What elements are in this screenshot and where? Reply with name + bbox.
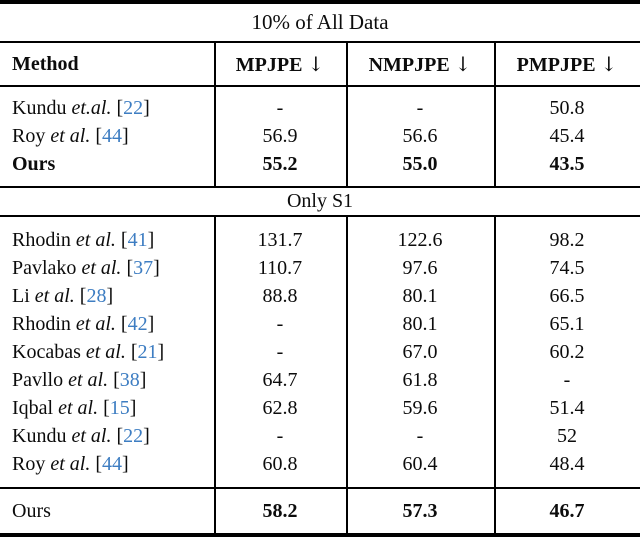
citation-number: 42 [127,313,148,335]
down-arrow-icon: ↓ [600,51,618,76]
citation-link[interactable] [80,285,113,307]
bracket-close: ] [143,97,150,119]
column-label: MPJPE [235,53,303,76]
value-cell: 50.8 [549,97,585,119]
value-cell: 61.8 [402,369,438,391]
value-cell: 52 [557,425,577,447]
citation-link[interactable] [131,341,164,363]
citation-link[interactable] [126,257,159,279]
bracket-open: [ [113,369,120,391]
bracket-close: ] [139,369,147,391]
etal-text: et al. [85,341,126,363]
bracket-open: [ [103,397,110,419]
section-only-s1-rows [0,217,640,487]
table-row [0,450,640,478]
table-row [0,310,640,338]
value-cell: 46.7 [549,500,585,522]
value-cell: 60.8 [262,453,298,475]
column-divider [214,87,216,186]
method-cell [0,366,214,394]
citation-link[interactable] [121,229,154,251]
value-cell: 110.7 [257,257,303,279]
table-row [0,489,640,533]
citation-link[interactable] [95,453,128,475]
value-cell: 80.1 [402,313,438,335]
citation-link[interactable] [121,313,154,335]
value-cell: - [276,425,284,447]
author-name: Ours [12,500,51,522]
method-cell [0,122,214,150]
method-cell [0,282,214,310]
value-cell: 56.6 [402,125,438,147]
bracket-close: ] [147,229,155,251]
mpjpe-column-header [214,43,346,86]
bracket-close: ] [106,285,114,307]
method-cell [0,422,214,450]
citation-link[interactable] [116,425,149,447]
author-name: Li [12,285,30,307]
bracket-open: [ [126,257,134,279]
section-10pct-rows [0,87,640,186]
bracket-open: [ [79,285,87,307]
citation-link[interactable] [113,369,146,391]
bracket-open: [ [116,97,124,119]
value-cell: - [416,97,424,119]
bracket-close: ] [122,125,129,147]
table-rule-bottom [0,533,640,537]
method-cell [0,226,214,254]
author-name: Iqbal [12,397,54,419]
author-name: Kundu [12,97,67,119]
value-cell: - [276,97,284,119]
value-cell: 56.9 [262,125,298,147]
etal-text: et al. [75,313,116,335]
method-cell [0,489,214,533]
citation-link[interactable] [116,97,149,119]
value-cell: 58.2 [262,500,298,522]
author-name: Kundu [12,425,67,447]
bracket-open: [ [120,229,128,251]
author-name: Roy [12,125,46,147]
value-cell: - [563,369,571,391]
citation-link[interactable] [95,125,128,147]
value-cell: 60.2 [549,341,585,363]
section-title: 10% of All Data [251,10,389,34]
etal-text: et al. [68,369,109,391]
value-cell: 51.4 [549,397,585,419]
method-cell [0,338,214,366]
citation-number: 15 [109,397,130,419]
section-title: Only S1 [286,190,354,212]
column-label: PMPJPE [516,53,596,76]
value-cell: 122.6 [397,229,443,251]
value-cell: 80.1 [402,285,438,307]
value-cell: 131.7 [257,229,303,251]
down-arrow-icon: ↓ [307,51,325,76]
table-row [0,282,640,310]
value-cell: 66.5 [549,285,585,307]
method-cell [0,150,214,178]
table-row [0,254,640,282]
value-cell: 57.3 [402,500,438,522]
author-name: Rhodin [12,229,71,251]
bracket-close: ] [153,257,160,279]
author-name: Pavlako [12,257,77,279]
author-name: Roy [12,453,46,475]
column-divider [346,87,348,186]
table-row [0,422,640,450]
etal-text: et al. [58,397,99,419]
column-divider [214,489,216,533]
table-row [0,150,640,178]
column-header-row [0,43,640,85]
bracket-close: ] [129,397,137,419]
etal-text: et.al. [71,97,112,119]
column-divider [494,87,496,186]
citation-number: 44 [102,453,123,475]
column-divider [346,489,348,533]
citation-link[interactable] [103,397,136,419]
method-cell [0,450,214,478]
bracket-close: ] [143,425,150,447]
etal-text: et al. [50,453,91,475]
etal-text: et al. [50,125,91,147]
column-divider [494,217,496,487]
value-cell: 62.8 [262,397,298,419]
table-row [0,394,640,422]
etal-text: et al. [71,425,112,447]
table-row [0,226,640,254]
section-banner-10pct [0,4,640,41]
bracket-close: ] [122,453,129,475]
value-cell: 67.0 [402,341,438,363]
citation-number: 38 [119,369,140,391]
value-cell: - [276,313,284,335]
value-cell: 65.1 [549,313,585,335]
section-banner-only-s1 [0,188,640,215]
method-cell [0,254,214,282]
citation-number: 37 [133,257,154,279]
column-divider [494,489,496,533]
down-arrow-icon: ↓ [454,51,472,76]
value-cell: 48.4 [549,453,585,475]
pmpjpe-column-header [494,43,640,86]
citation-number: 44 [102,125,123,147]
citation-number: 28 [86,285,107,307]
value-cell: - [276,341,284,363]
table-row [0,366,640,394]
etal-text: et al. [81,257,122,279]
column-divider [494,43,496,85]
bracket-open: [ [130,341,138,363]
method-cell [0,394,214,422]
table-row [0,122,640,150]
bracket-close: ] [147,313,155,335]
value-cell: 98.2 [549,229,585,251]
citation-number: 41 [127,229,148,251]
column-divider [346,217,348,487]
author-name: Pavllo [12,369,64,391]
citation-number: 22 [123,425,144,447]
value-cell: 88.8 [262,285,298,307]
value-cell: 74.5 [549,257,585,279]
nmpjpe-column-header [346,43,494,86]
table-row [0,338,640,366]
method-cell [0,94,214,122]
value-cell: 55.0 [402,153,438,175]
author-name: Kocabas [12,341,81,363]
bracket-open: [ [95,453,103,475]
column-divider [214,43,216,85]
column-divider [214,217,216,487]
value-cell: 60.4 [402,453,438,475]
method-column-header: Method [12,53,79,75]
value-cell: 43.5 [549,153,585,175]
bracket-open: [ [95,125,103,147]
value-cell: 64.7 [262,369,298,391]
citation-number: 22 [123,97,144,119]
author-name: Rhodin [12,313,71,335]
bracket-close: ] [157,341,165,363]
etal-text: et al. [34,285,75,307]
bracket-open: [ [116,425,124,447]
etal-text: et al. [75,229,116,251]
citation-number: 21 [137,341,158,363]
column-divider [346,43,348,85]
author-name: Ours [12,153,56,175]
column-label: NMPJPE [368,53,450,76]
bracket-open: [ [120,313,128,335]
table-row [0,94,640,122]
value-cell: - [416,425,424,447]
ours-footer-row [0,489,640,533]
value-cell: 59.6 [402,397,438,419]
value-cell: 45.4 [549,125,585,147]
value-cell: 55.2 [262,153,298,175]
value-cell: 97.6 [402,257,438,279]
method-cell [0,310,214,338]
